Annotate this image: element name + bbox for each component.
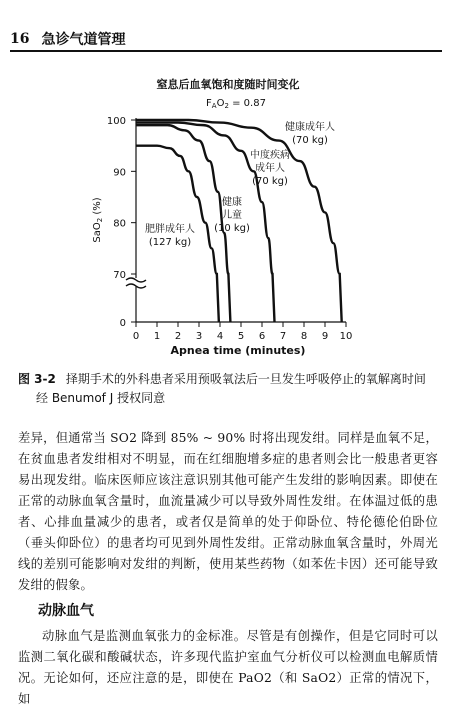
x-tick-label: 10 xyxy=(339,331,353,342)
chart-title: 窒息后血氧饱和度随时间变化 xyxy=(156,78,300,91)
series-labels xyxy=(145,120,335,248)
y-tick-label: 90 xyxy=(113,167,126,179)
x-ticks xyxy=(133,322,353,342)
running-title: 急诊气道管理 xyxy=(41,32,126,48)
y-tick-label: 80 xyxy=(113,218,126,230)
figure-caption xyxy=(18,370,438,408)
x-tick-label: 2 xyxy=(174,331,182,342)
page-number: 16 xyxy=(10,31,30,47)
x-tick-label: 0 xyxy=(132,331,140,342)
x-tick-label: 1 xyxy=(153,331,161,342)
section-paragraph: 动脉血气是监测血氧张力的金标准。尽管是有创操作，但是它同时可以监测二氧化碳和酸碱状态，许多现代监护室血气分析仪可以检测血电解质情况。无论如何，还应注意的是，即使在 PaO2（和 SaO2）正常的情况下，如 xyxy=(18,629,438,706)
header-rule xyxy=(10,50,442,52)
y-tick-label: 0 xyxy=(119,318,126,329)
x-tick-label: 6 xyxy=(258,331,266,342)
figure-number: 图 3-2 xyxy=(18,372,56,386)
page-header xyxy=(10,30,442,48)
oxygen-desaturation-chart xyxy=(0,60,450,370)
series-label: 健康成年人(70 kg) xyxy=(285,122,335,146)
x-tick-label: 8 xyxy=(300,331,308,342)
series-label: 中度疾病成年人(70 kg) xyxy=(250,150,290,187)
y-axis-label: SaO$_2$ (%) xyxy=(92,197,104,243)
paragraph-continuation: 差异，但通常当 SO2 降到 85% ~ 90% 时将出现发绀。同样是血氧不足，在贫血患者发绀相对不明显，而在红细胞增多症的患者则会比一般患者更容易出现发绀。临床医师应该注意识别其他可能产生发绀的影响因素。即使在正常的动脉血氧含量时，血流量减少可以导致外周性发绀。在体温过低的患者、心排血量减少的患者，或者仅是简单的处于仰卧位、特伦德伦伯卧位（垂头仰卧位）的患者均可见到外周性发绀。正常动脉血氧含量时，外周光线的差别可能影响对发绀的判断，使用某些药物（如苯佐卡因）还可能导致发绀的假象。 xyxy=(18,431,438,592)
chart-subtitle: $F_AO_2 = 0.87$ xyxy=(206,98,266,110)
x-axis-label: Apnea time (minutes) xyxy=(170,344,306,357)
x-tick-label: 4 xyxy=(216,331,224,342)
series-lines xyxy=(136,120,342,322)
y-tick-label: 70 xyxy=(113,270,126,281)
y-ticks xyxy=(107,116,136,329)
body-text xyxy=(18,428,438,596)
x-tick-label: 9 xyxy=(321,331,329,342)
section-heading: 动脉血气 xyxy=(38,603,94,619)
y-axis-break xyxy=(126,278,146,288)
figure-caption-text: 择期手术的外科患者采用预吸氧法后一旦发生呼吸停止的氧解离时间 xyxy=(65,372,426,386)
series-label: 肥胖成年人(127 kg) xyxy=(145,224,195,248)
y-tick-label: 100 xyxy=(106,116,126,127)
figure-credit: 经 Benumof J 授权同意 xyxy=(36,391,166,405)
section-body xyxy=(18,626,438,710)
x-tick-label: 3 xyxy=(195,331,203,342)
x-tick-label: 5 xyxy=(237,331,245,342)
x-tick-label: 7 xyxy=(279,331,287,342)
series-label: 健康儿童(10 kg) xyxy=(214,197,250,234)
